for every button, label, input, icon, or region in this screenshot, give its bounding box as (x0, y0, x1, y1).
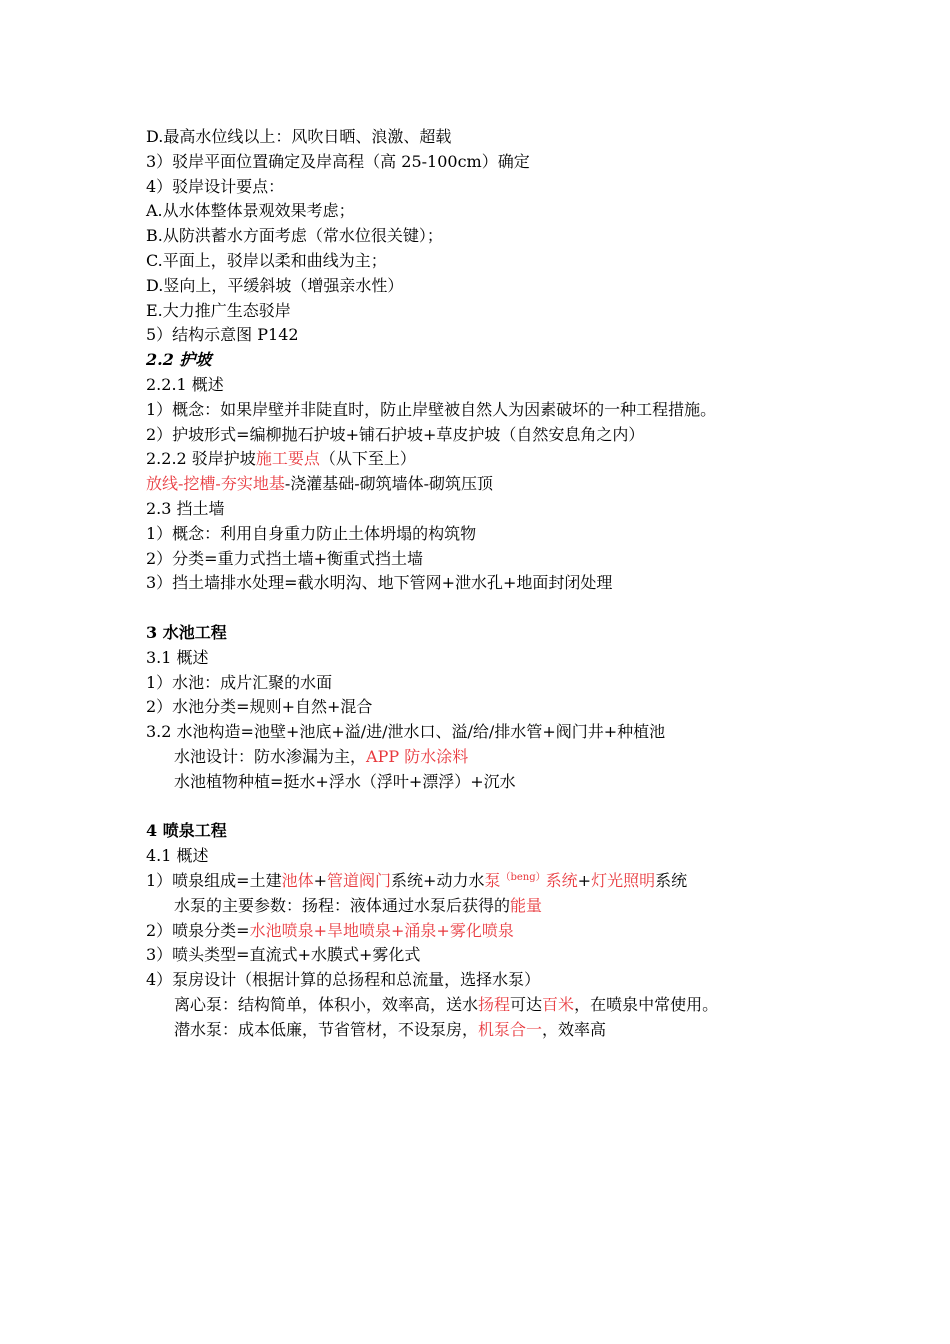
highlight-text: 管道阀门 (327, 870, 392, 890)
text-span: 2.2.2 驳岸护坡 (146, 449, 256, 469)
text-span: 潜水泵：成本低廉，节省管材，不设泵房， (174, 1019, 479, 1039)
text-line (146, 1018, 846, 1043)
highlight-text: 扬程 (478, 994, 511, 1014)
text-line (146, 472, 846, 497)
text-line: 2）分类=重力式挡土墙+衡重式挡土墙 (146, 548, 423, 568)
highlight-text: 系统 (545, 870, 578, 890)
text-line: D.最高水位线以上：风吹日晒、浪激、超载 (146, 127, 452, 146)
text-span: 系统 (655, 870, 688, 890)
section-heading-3: 3 水池工程 (146, 622, 227, 642)
text-line: 3）驳岸平面位置确定及岸高程（高 25-100cm）确定 (146, 151, 530, 171)
text-line: A.从水体整体景观效果考虑； (146, 201, 355, 221)
text-line (146, 993, 846, 1018)
text-line (146, 919, 846, 944)
text-span: + (577, 870, 592, 890)
text-line: 2.2.1 概述 (146, 374, 224, 394)
text-line: C.平面上，驳岸以柔和曲线为主； (146, 250, 387, 270)
text-line: 2）护坡形式=编柳抛石护坡+铺石护坡+草皮护坡（自然安息角之内） (146, 424, 645, 444)
text-span: 水泵的主要参数：扬程：液体通过水泵后获得的 (174, 895, 511, 915)
text-line: 5）结构示意图 P142 (146, 325, 299, 345)
text-span: ，效率高 (542, 1019, 607, 1039)
text-line: 3）挡土墙排水处理=截水明沟、地下管网+泄水孔+地面封闭处理 (146, 573, 613, 593)
document-body (146, 125, 846, 1042)
text-span: （从下至上） (319, 449, 416, 469)
highlight-text: 水池喷泉+旱地喷泉+涌泉+雾化喷泉 (249, 920, 514, 940)
highlight-text: 百米 (542, 994, 575, 1014)
text-span: 水池设计：防水渗漏为主， (174, 746, 367, 766)
highlight-text: 放线-挖槽-夯实地基 (146, 474, 285, 494)
section-heading-2-2: 2.2 护坡 (146, 350, 212, 370)
blank-line (146, 596, 846, 621)
text-line (146, 447, 846, 472)
highlight-text: 机泵合一 (478, 1019, 543, 1039)
text-line: E.大力推广生态驳岸 (146, 300, 291, 320)
text-span: -浇灌基础-砌筑墙体-砌筑压顶 (284, 474, 494, 494)
text-line (146, 894, 846, 919)
text-span: 可达 (510, 994, 543, 1014)
text-line: 2）水池分类=规则+自然+混合 (146, 697, 373, 717)
highlight-text: APP 防水涂料 (366, 746, 469, 766)
blank-line (146, 795, 846, 820)
text-line: 2.3 挡土墙 (146, 498, 225, 518)
pinyin-annotation: （beng） (500, 871, 546, 883)
section-heading-4: 4 喷泉工程 (146, 821, 227, 841)
highlight-text: 池体 (281, 870, 314, 890)
text-span: 离心泵：结构简单，体积小，效率高，送水 (174, 994, 479, 1014)
text-line: 1）水池：成片汇聚的水面 (146, 672, 333, 692)
text-line: D.竖向上，平缓斜坡（增强亲水性） (146, 275, 404, 295)
highlight-text: 能量 (510, 895, 543, 915)
text-line: 1）概念：利用自身重力防止土体坍塌的构筑物 (146, 523, 477, 543)
text-line: 4）驳岸设计要点： (146, 176, 285, 196)
highlight-text: 施工要点 (255, 449, 320, 469)
text-line: 1）概念：如果岸壁并非陡直时，防止岸壁被自然人为因素破坏的一种工程措施。 (146, 399, 717, 419)
text-span: 系统+动力水 (391, 870, 485, 890)
text-line: 水池植物种植=挺水+浮水（浮叶+漂浮）+沉水 (174, 771, 516, 791)
highlight-text: 灯光照明 (591, 870, 656, 890)
text-line: 4.1 概述 (146, 846, 209, 866)
text-line: 3.2 水池构造=池壁+池底+溢/进/泄水口、溢/给/排水管+阀门井+种植池 (146, 722, 666, 742)
text-span: + (313, 870, 328, 890)
text-line (146, 869, 846, 894)
text-line: 3）喷头类型=直流式+水膜式+雾化式 (146, 945, 421, 965)
text-line (146, 745, 846, 770)
text-line: 3.1 概述 (146, 647, 209, 667)
text-span: 2）喷泉分类= (146, 920, 250, 940)
text-line: 4）泵房设计（根据计算的总扬程和总流量，选择水泵） (146, 970, 541, 990)
text-line: B.从防洪蓄水方面考虑（常水位很关键）； (146, 226, 443, 246)
text-span: 1）喷泉组成=土建 (146, 870, 282, 890)
highlight-text: 泵 (484, 870, 501, 890)
text-span: ，在喷泉中常使用。 (574, 994, 719, 1014)
